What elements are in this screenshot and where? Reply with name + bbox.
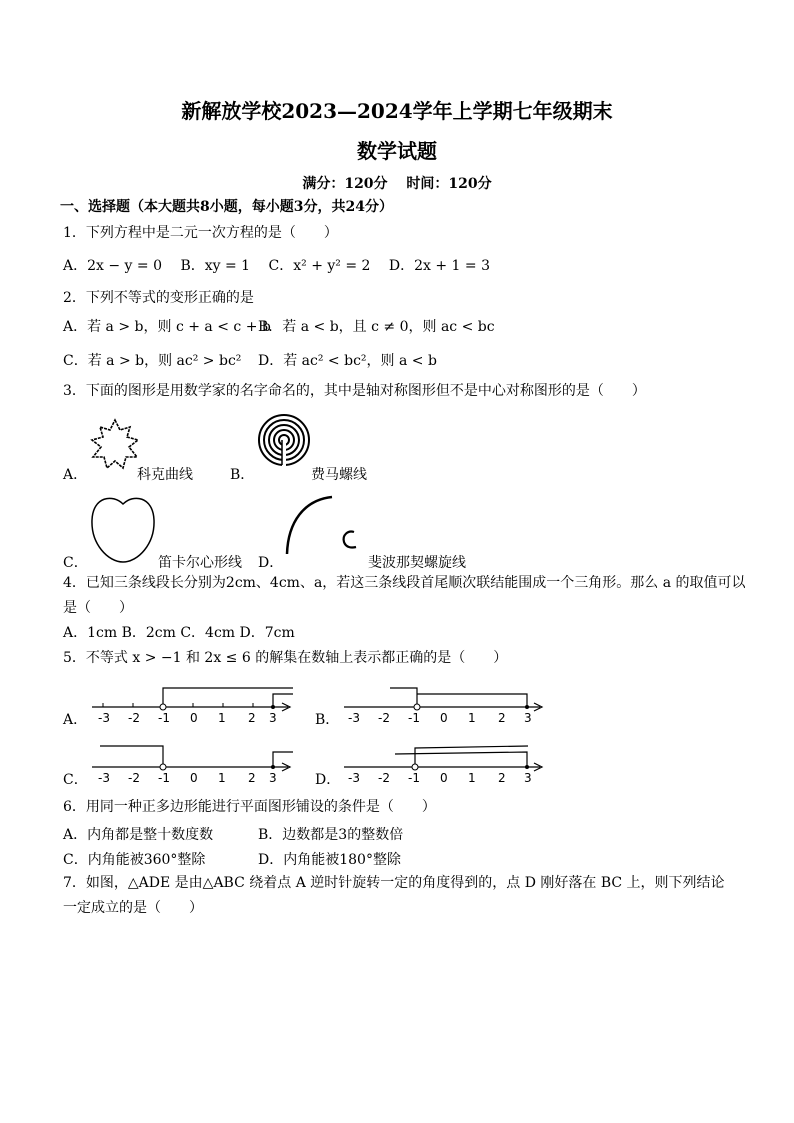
tick-label: -2 <box>378 711 390 725</box>
tick-label: 2 <box>498 711 506 725</box>
q6-option-d: D．内角能被180°整除 <box>258 852 401 868</box>
q3-letter-a: A． <box>63 467 88 483</box>
q6-option-b: B．边数都是3的整数倍 <box>258 827 404 843</box>
exam-title: 新解放学校2023—2024学年上学期七年级期末 <box>181 99 613 123</box>
q6-stem: 6．用同一种正多边形能进行平面图形铺设的条件是（ ） <box>63 799 436 815</box>
tick-label: 2 <box>248 711 256 725</box>
q3-letter-b: B． <box>230 467 255 483</box>
tick-label: 1 <box>218 771 226 784</box>
q3-letter-c: C． <box>63 555 88 571</box>
q5-letter-d: D． <box>315 772 341 788</box>
tick-label: 3 <box>524 711 532 725</box>
q3-letter-d: D． <box>258 555 284 571</box>
koch-curve-figure <box>85 415 145 475</box>
tick-label: 2 <box>248 771 256 784</box>
tick-label: 3 <box>269 771 277 784</box>
q5-stem: 5．不等式 x > −1 和 2x ≤ 6 的解集在数轴上表示都正确的是（ ） <box>63 650 508 666</box>
tick-label: 2 <box>498 771 506 784</box>
tick-label: -3 <box>348 711 360 725</box>
q4-stem-line1: 4．已知三条线段长分别为2cm、4cm、a，若这三条线段首尾顺次联结能围成一个三角形。那么 a 的取值可以 <box>63 575 746 591</box>
tick-label: -2 <box>128 771 140 784</box>
q3-caption-a: 科克曲线 <box>137 467 193 483</box>
q2-option-a: A．若 a > b，则 c + a < c + b <box>63 319 271 335</box>
q2-option-b: B．若 a < b，且 c ≠ 0，则 ac < bc <box>258 319 495 335</box>
fermat-spiral-figure <box>256 412 312 468</box>
q1-stem: 1．下列方程中是二元一次方程的是（ ） <box>63 225 338 241</box>
number-line-a <box>88 684 298 726</box>
tick-label: 1 <box>218 711 226 725</box>
q2-option-d: D．若 ac² < bc²，则 a < b <box>258 353 437 369</box>
tick-label: 0 <box>190 771 198 784</box>
number-line-b <box>340 684 550 726</box>
tick-label: 3 <box>524 771 532 784</box>
tick-label: -3 <box>98 711 110 725</box>
tick-label: 1 <box>468 771 476 784</box>
tick-label: -1 <box>158 711 170 725</box>
q6-option-a: A．内角都是整十数度数 <box>63 827 214 843</box>
q7-stem-line1: 7．如图，△ADE 是由△ABC 绕着点 A 逆时针旋转一定的角度得到的，点 D 刚好落在 BC 上，则下列结论 <box>63 875 725 891</box>
q5-letter-c: C． <box>63 772 88 788</box>
exam-meta: 满分：120分 时间：120分 <box>302 176 492 192</box>
q7-stem-line2: 一定成立的是（ ） <box>63 900 203 916</box>
cardioid-figure <box>88 492 158 567</box>
tick-label: -1 <box>158 771 170 784</box>
tick-label: -1 <box>408 771 420 784</box>
q3-stem: 3．下面的图形是用数学家的名字命名的，其中是轴对称图形但不是中心对称图形的是（ ） <box>63 383 646 399</box>
tick-label: -3 <box>98 771 110 784</box>
section-heading: 一、选择题（本大题共8小题，每小题3分，共24分） <box>60 199 393 215</box>
q6-option-c: C．内角能被360°整除 <box>63 852 206 868</box>
tick-label: -3 <box>348 771 360 784</box>
fibonacci-spiral-figure <box>284 492 364 562</box>
tick-label: -1 <box>408 711 420 725</box>
q5-letter-a: A． <box>63 712 88 728</box>
q2-stem: 2．下列不等式的变形正确的是 <box>63 290 254 306</box>
tick-label: -2 <box>378 771 390 784</box>
tick-label: 0 <box>190 711 198 725</box>
tick-label: 1 <box>468 711 476 725</box>
number-line-d <box>340 742 550 784</box>
q5-letter-b: B． <box>315 712 340 728</box>
tick-label: 0 <box>440 771 448 784</box>
tick-label: -2 <box>128 711 140 725</box>
number-line-c <box>88 742 298 784</box>
tick-label: 3 <box>269 711 277 725</box>
tick-label: 0 <box>440 711 448 725</box>
q1-options: A．2x − y = 0 B．xy = 1 C．x² + y² = 2 D．2x + 1 = 3 <box>63 258 490 274</box>
exam-subtitle: 数学试题 <box>357 139 437 163</box>
q3-caption-b: 费马螺线 <box>311 467 367 483</box>
q3-caption-d: 斐波那契螺旋线 <box>368 555 466 571</box>
q3-caption-c: 笛卡尔心形线 <box>158 555 242 571</box>
q4-stem-line2: 是（ ） <box>63 600 133 616</box>
q2-option-c: C．若 a > b，则 ac² > bc² <box>63 353 242 369</box>
q4-options: A．1cm B．2cm C．4cm D．7cm <box>63 625 295 641</box>
